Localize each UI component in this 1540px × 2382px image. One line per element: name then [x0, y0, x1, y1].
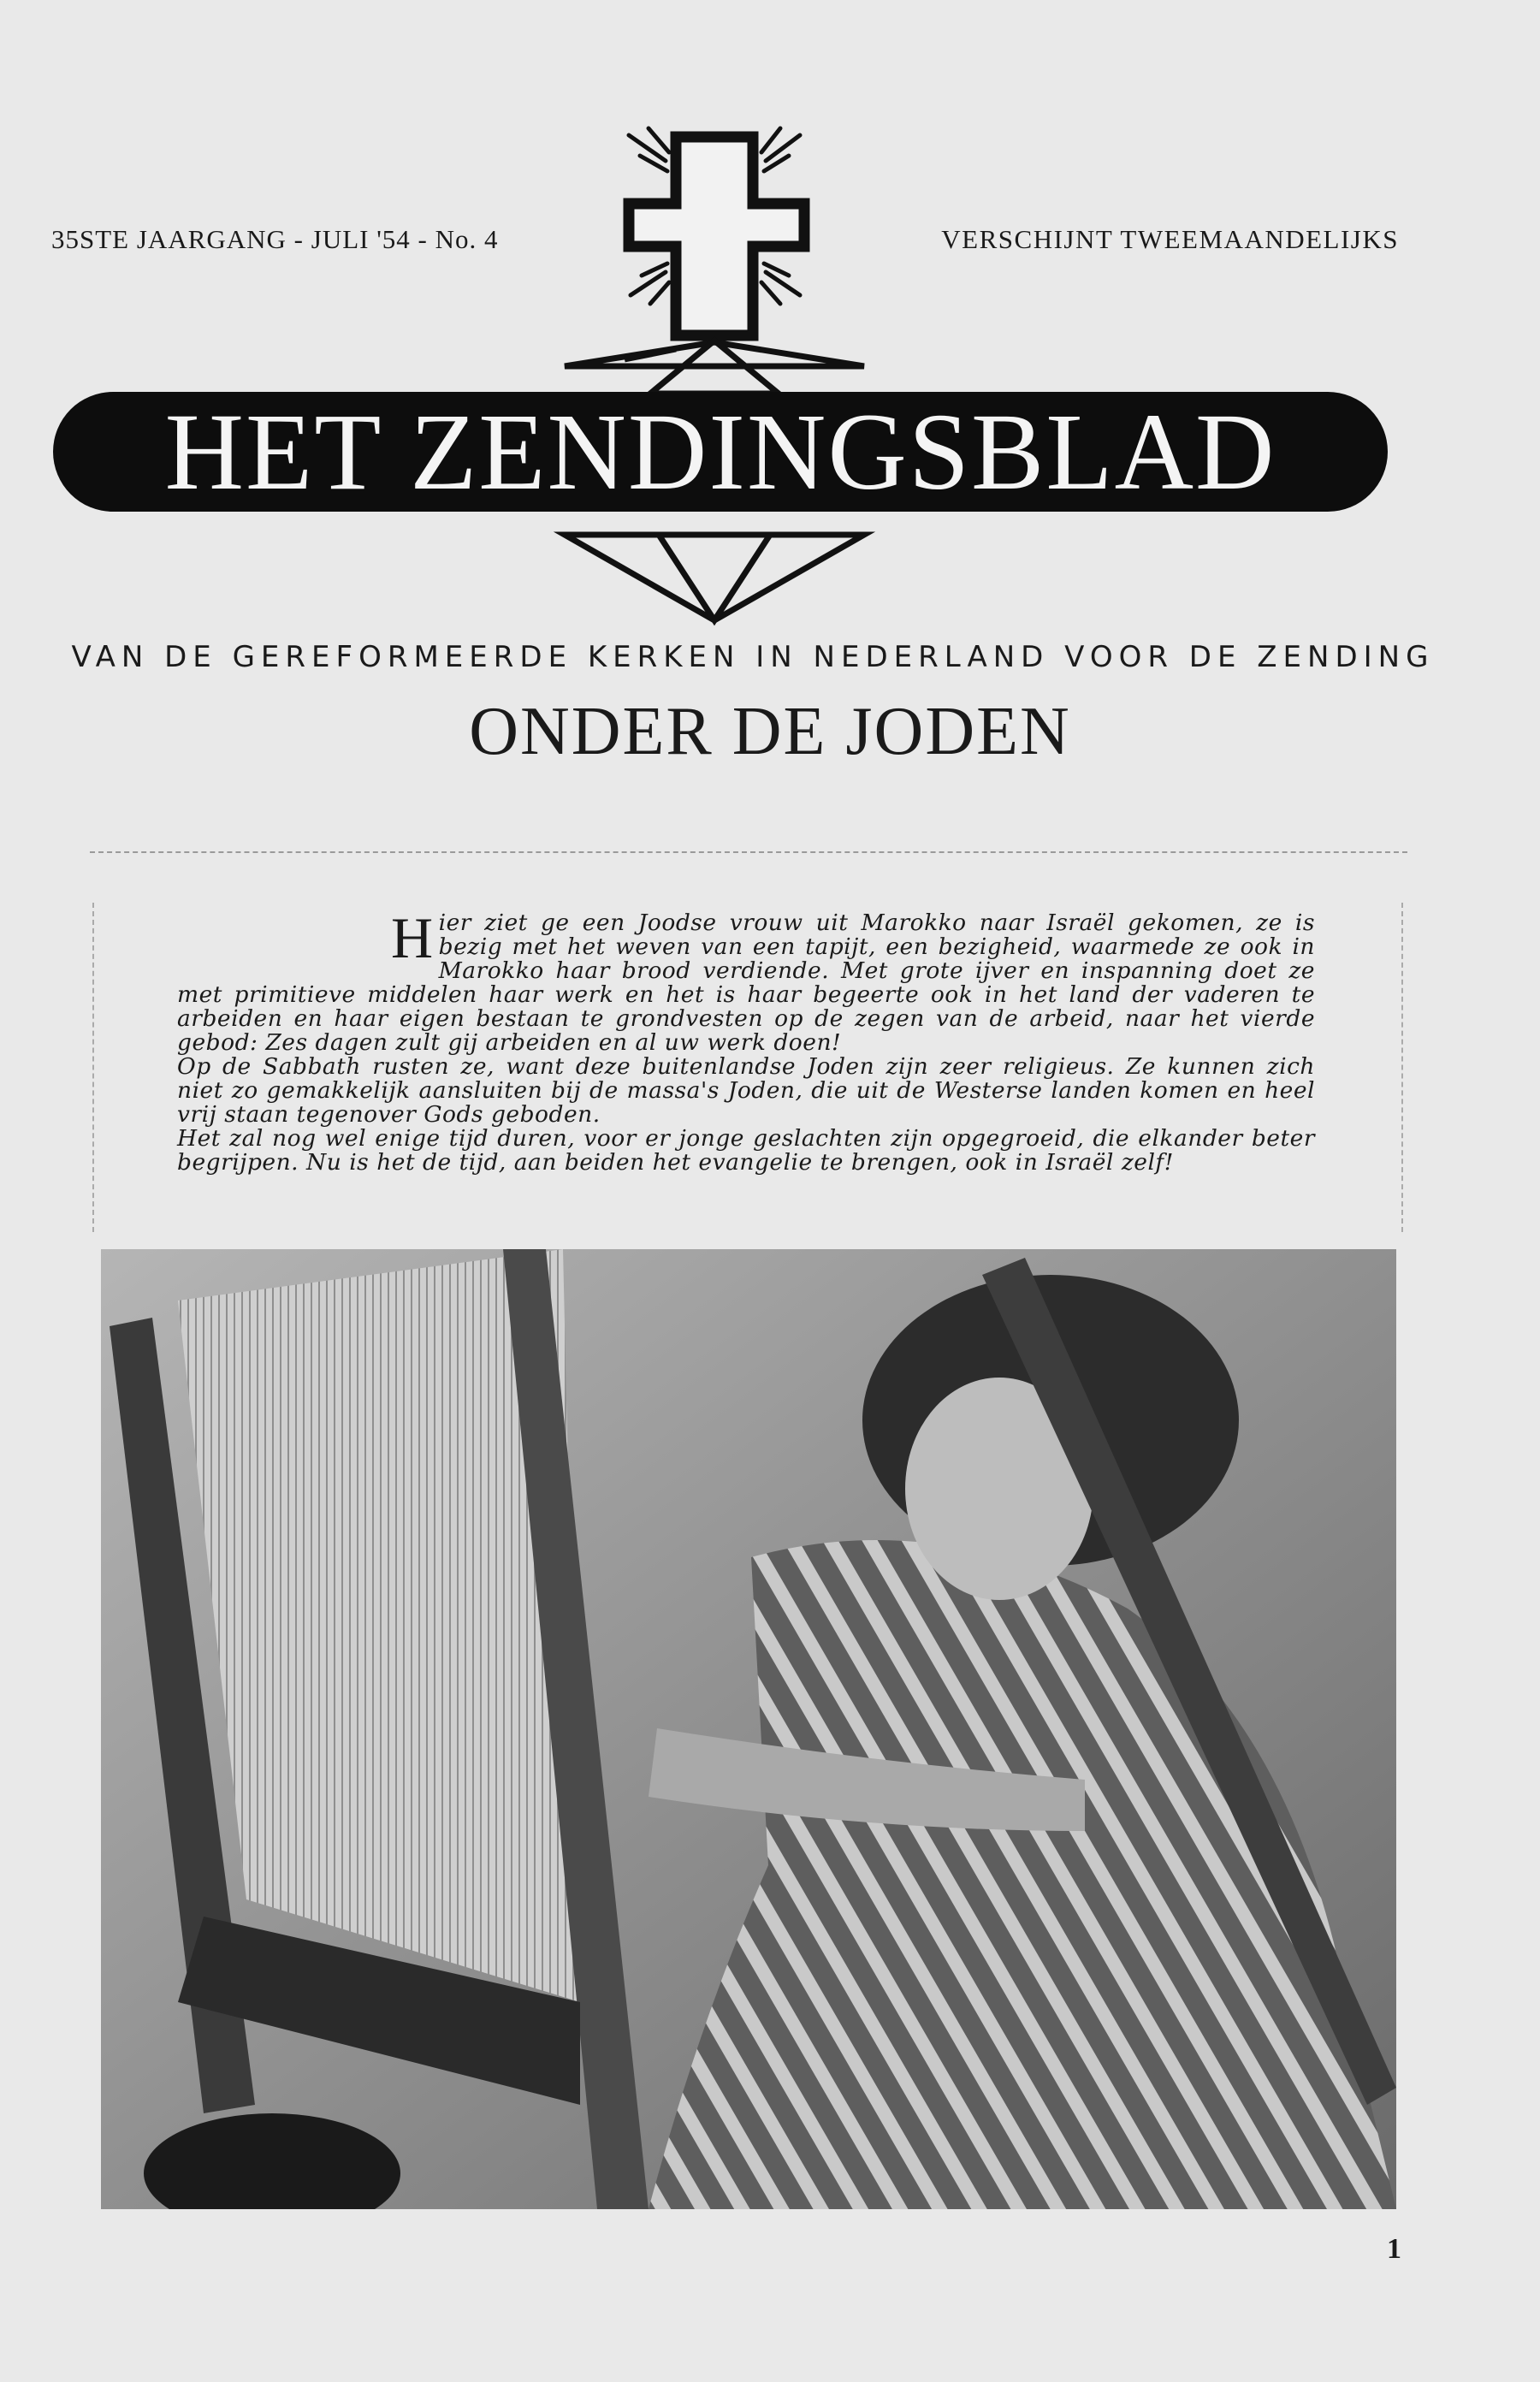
magazine-title-band [53, 392, 1388, 512]
drop-cap: H [391, 905, 434, 970]
weaving-woman-photo [101, 1249, 1396, 2209]
cross-star-emblem-icon [0, 0, 1540, 650]
intro-article [177, 905, 1315, 1176]
subtitle-heading: ONDER DE JODEN [469, 694, 1071, 769]
page-number: 1 [1387, 2233, 1401, 2265]
magazine-title: HET ZENDINGSBLAD [164, 390, 1276, 513]
publication-frequency: VERSCHIJNT TWEEMAANDELIJKS [941, 224, 1399, 254]
right-border-rule [1401, 903, 1403, 1232]
left-border-rule [92, 903, 94, 1232]
publisher-subtitle: VAN DE GEREFORMEERDE KERKEN IN NEDERLAND VOOR DE ZENDING [71, 640, 1435, 674]
article-paragraph: Op de Sabbath rusten ze, want deze buitenlandse Joden zijn zeer religieus. Ze kunnen zich niet zo gemakkelijk aansluiten bij de massa's Joden, die uit de Westerse landen komen en heel vrij staan tegenover Gods geboden. [177, 1053, 1315, 1128]
article-paragraph: Het zal nog wel enige tijd duren, voor er jonge geslachten zijn opgegroeid, die elkander beter begrijpen. Nu is het de tijd, aan beiden het evangelie te brengen, ook in Israël zelf! [177, 1125, 1315, 1176]
dashed-divider [90, 851, 1407, 853]
edition-info: 35STE JAARGANG - JULI '54 - No. 4 [51, 224, 499, 254]
article-paragraph: ier ziet ge een Joodse vrouw uit Marokko naar Israël gekomen, ze is bezig met het weven van een tapijt, een bezigheid, waarmede ze ook in Marokko haar brood verdiende. Met grote ijver en inspanning doet ze met primitieve middelen haar werk en het is haar begeerte ook in het land der vaderen te arbeiden en haar eigen bestaan te grondvesten op de zegen van de arbeid, naar het vierde gebod: Zes dagen zult gij arbeiden en al uw werk doen! [177, 910, 1315, 1056]
photo-illustration [101, 1249, 1396, 2209]
